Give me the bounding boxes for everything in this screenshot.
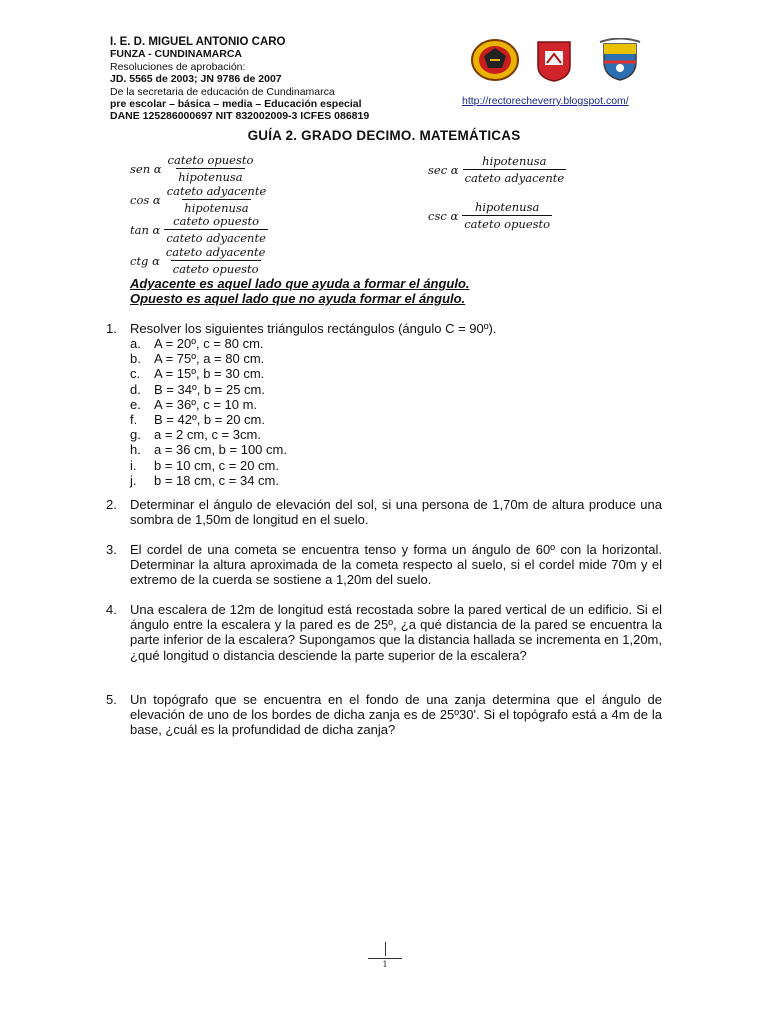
- definitions: [130, 276, 470, 306]
- formula-function: sen α: [130, 161, 162, 176]
- item-label: i.: [130, 457, 137, 473]
- fraction-denominator: cateto adyacente: [464, 171, 565, 185]
- question-2: [106, 497, 662, 527]
- question-number: 3.: [106, 542, 117, 557]
- list-item: [130, 366, 330, 381]
- fraction: [164, 245, 268, 276]
- question-number: 1.: [106, 321, 117, 336]
- item-text: a = 2 cm, c = 3cm.: [154, 427, 261, 443]
- item-label: j.: [130, 472, 137, 488]
- item-text: A = 15º, b = 30 cm.: [154, 366, 265, 382]
- item-label: g.: [130, 427, 141, 443]
- item-label: h.: [130, 442, 141, 458]
- item-label: c.: [130, 366, 141, 382]
- list-item: [130, 336, 330, 351]
- resolutions: JD. 5565 de 2003; JN 9786 de 2007: [110, 73, 282, 86]
- item-text: B = 42º, b = 20 cm.: [154, 412, 265, 427]
- item-text: b = 18 cm, c = 34 cm.: [154, 472, 279, 488]
- formula-sen: [130, 153, 255, 184]
- list-item: [130, 397, 330, 412]
- fraction-denominator: cateto adyacente: [166, 231, 266, 245]
- definition-adyacente: Adyacente es aquel lado que ayuda a formar el ángulo.: [130, 276, 470, 291]
- fraction: [166, 153, 256, 184]
- fraction-denominator: cateto opuesto: [464, 217, 551, 231]
- item-text: A = 20º, c = 80 cm.: [154, 336, 264, 351]
- list-item: [130, 473, 330, 488]
- blog-link[interactable]: http://rectorecheverry.blogspot.com/: [462, 95, 629, 107]
- list-item: [130, 351, 330, 366]
- question-1: [106, 321, 662, 336]
- item-text: B = 34º, b = 25 cm.: [154, 381, 265, 397]
- red-shield-icon: [536, 40, 572, 82]
- formula-function: tan α: [130, 222, 161, 237]
- formula-function: ctg α: [130, 253, 160, 268]
- fraction-denominator: hipotenusa: [178, 170, 243, 184]
- institution-name: I. E. D. MIGUEL ANTONIO CARO: [110, 36, 286, 48]
- question-text: Determinar el ángulo de elevación del sol, si una persona de 1,70m de altura produce una sombra de 1,50m de longitud en el suelo.: [130, 497, 662, 528]
- question-number: 5.: [106, 692, 117, 707]
- question-text: Una escalera de 12m de longitud está recostada sobre la pared vertical de un edificio. Si el ángulo entre la escalera y la pared es de 25º, ¿a qué distancia de la pared se encuentra la parte inferior de la escalera? Supongamos que la distancia hallada se incrementa en 1,20m, ¿qué longitud o distancia desciende la parte superior de la escalera?: [130, 602, 662, 663]
- resolutions-label: Resoluciones de aprobación:: [110, 60, 246, 73]
- list-item: [130, 442, 330, 457]
- question-text: Un topógrafo que se encuentra en el fondo de una zanja determina que el ángulo de elevación de uno de los bordes de dicha zanja es de 25º30'. Si el topógrafo está a 4m de la base, ¿cuál es la profundidad de dicha zanja?: [130, 692, 662, 738]
- fraction-numerator: cateto adyacente: [165, 245, 266, 259]
- list-item: [130, 427, 330, 442]
- formula-tan: [130, 214, 268, 245]
- formula-function: cos α: [130, 192, 161, 207]
- institution-codes: DANE 125286000697 NIT 832002009-3 ICFES 086819: [110, 110, 370, 123]
- question-number: 4.: [106, 602, 117, 617]
- question-3: [106, 542, 662, 588]
- formula-cos: [130, 184, 268, 215]
- fraction-denominator: hipotenusa: [184, 201, 249, 215]
- definition-opuesto: Opuesto es aquel lado que no ayuda formar el ángulo.: [130, 291, 466, 306]
- fraction: [165, 184, 269, 215]
- item-text: A = 75º, a = 80 cm.: [154, 351, 265, 367]
- list-item: [130, 382, 330, 397]
- question-text: Resolver los siguientes triángulos rectángulos (ángulo C = 90º).: [130, 321, 497, 336]
- item-label: f.: [130, 412, 138, 427]
- question-number: 2.: [106, 497, 117, 512]
- list-item: [130, 458, 330, 473]
- question-text: El cordel de una cometa se encuentra tenso y forma un ángulo de 60º con la horizontal. Determinar la altura aproximada de la cometa respecto al suelo, si el cordel mide 70m y el extremo de la cuerda se sostiene a 1,20m del suelo.: [130, 542, 662, 588]
- item-text: A = 36º, c = 10 m.: [154, 396, 258, 412]
- fraction-numerator: hipotenusa: [482, 154, 547, 168]
- item-label: a.: [130, 336, 141, 351]
- fraction-numerator: hipotenusa: [474, 200, 540, 214]
- fraction-numerator: cateto opuesto: [167, 153, 254, 167]
- item-label: e.: [130, 396, 141, 412]
- fraction: [463, 154, 567, 185]
- page-footer: [364, 942, 404, 972]
- formula-function: csc α: [428, 208, 459, 223]
- footer-rule: [368, 958, 402, 959]
- school-header: [110, 36, 369, 123]
- education-levels: pre escolar – básica – media – Educación especial: [110, 98, 362, 111]
- crest-icon: [598, 38, 642, 82]
- item-label: d.: [130, 381, 141, 397]
- list-item: [130, 412, 330, 427]
- formula-function: sec α: [428, 162, 459, 177]
- fraction: [164, 214, 268, 245]
- fraction-numerator: cateto opuesto: [173, 214, 260, 228]
- logos-row: [466, 38, 666, 86]
- secretaria-line: De la secretaria de educación de Cundinamarca: [110, 85, 335, 98]
- question-5: [106, 692, 662, 738]
- round-emblem-icon: [470, 38, 520, 82]
- fraction-denominator: cateto opuesto: [172, 262, 259, 276]
- question-4: [106, 602, 662, 663]
- item-label: b.: [130, 351, 141, 367]
- formula-sec: [428, 154, 566, 185]
- institution-location: FUNZA - CUNDINAMARCA: [110, 48, 243, 61]
- fraction-numerator: cateto adyacente: [166, 184, 267, 198]
- page-number: 1: [382, 960, 388, 969]
- formula-ctg: [130, 245, 267, 276]
- page-title: GUÍA 2. GRADO DECIMO. MATEMÁTICAS: [247, 128, 521, 143]
- item-text: b = 10 cm, c = 20 cm.: [154, 457, 279, 473]
- fraction: [462, 200, 552, 231]
- footer-mark: [385, 942, 386, 956]
- formula-csc: [428, 200, 552, 231]
- item-text: a = 36 cm, b = 100 cm.: [154, 442, 287, 458]
